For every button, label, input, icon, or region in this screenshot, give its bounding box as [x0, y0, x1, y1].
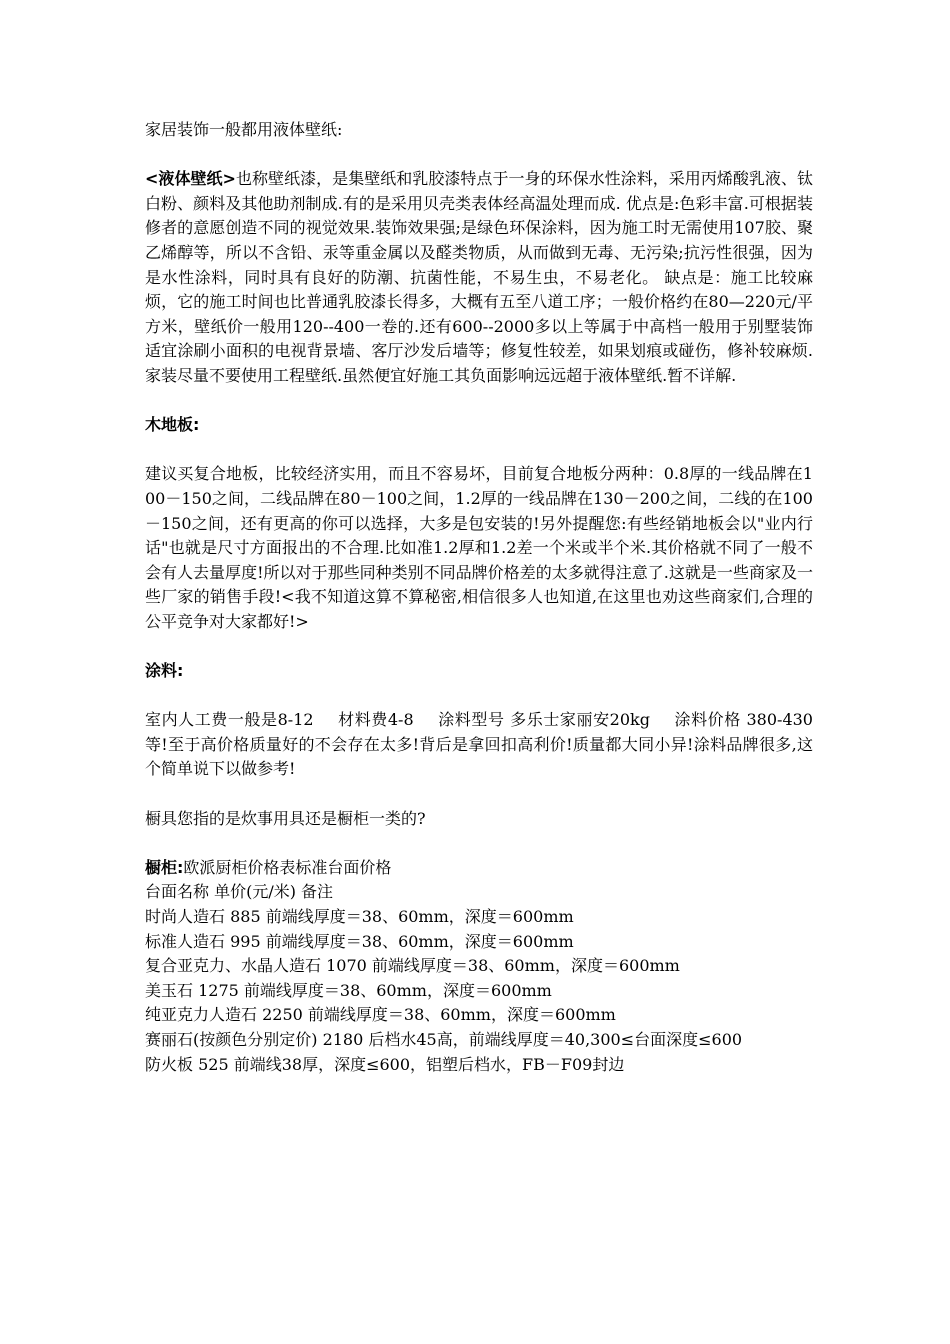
- cabinet-row: 美玉石 1275 前端线厚度＝38、60mm，深度＝600mm: [145, 980, 552, 1000]
- cabinet-row: 赛丽石(按颜色分别定价) 2180 后档水45高，前端线厚度＝40,300≤台面深度≤600: [145, 1029, 743, 1049]
- cabinet-row: 标准人造石 995 前端线厚度＝38、60mm，深度＝600mm: [145, 931, 574, 951]
- question-paragraph: 橱具您指的是炊事用具还是橱柜一类的?: [145, 808, 426, 828]
- document-page: [145, 118, 813, 1077]
- intro-paragraph: 家居装饰一般都用液体壁纸:: [145, 120, 343, 139]
- cabinet-row: 复合亚克力、水晶人造石 1070 前端线厚度＝38、60mm，深度＝600mm: [145, 956, 680, 976]
- cabinet-row: 防火板 525 前端线38厚，深度≤600，铝塑后档水，FB－F09封边: [145, 1054, 625, 1074]
- cabinet-heading: 橱柜:: [145, 857, 184, 877]
- cabinet-subtitle: 欧派厨柜价格表标准台面价格: [183, 857, 392, 877]
- cabinet-row: 纯亚克力人造石 2250 前端线厚度＝38、60mm，深度＝600mm: [145, 1005, 616, 1025]
- paint-heading: [145, 659, 813, 684]
- cabinet-title-line: [145, 856, 813, 881]
- cabinet-table-header: 台面名称 单价(元/米) 备注: [145, 882, 334, 902]
- floor-paragraph: 建议买复合地板，比较经济实用，而且不容易坏，目前复合地板分两种：0.8厚的一线品牌在100－150之间，二线品牌在80－100之间，1.2厚的一线品牌在130－200之间，二线的在100－150之间，还有更高的你可以选择，大多是包安装的!另外提醒您:有些经销地板会以"业内行话"也就是尺寸方面报出的不合理.比如准1.2厚和1.2差一个米或半个米.其价格就不同了一般不会有人去量厚度!所以对于那些同种类别不同品牌价格差的太多就得注意了.这就是一些商家及一些厂家的销售手段!<我不知道这算不算秘密,相信很多人也知道,在这里也劝这些商家们,合理的公平竞争对大家都好!>: [145, 464, 813, 631]
- paint-labor: 室内人工费一般是8-12: [145, 710, 314, 730]
- wallpaper-body: 也称壁纸漆，是集壁纸和乳胶漆特点于一身的环保水性涂料，采用丙烯酸乳液、钛白粉、颜料及其他助剂制成.有的是采用贝壳类表体经高温处理而成. 优点是:色彩丰富.可根据装修者的意愿创造不同的视觉效果.装饰效果强;是绿色环保涂料，因为施工时无需使用107胶、聚乙烯醇等，所以不含铅、汞等重金属以及醛类物质，从而做到无毒、无污染;抗污性很强，因为是水性涂料，同时具有良好的防潮、抗菌性能，不易生虫，不易老化。 缺点是：施工比较麻烦，它的施工时间也比普通乳胶漆长得多，大概有五至八道工序；一般价格约在80—220元/平方米，壁纸价一般用120--400一卷的.还有600--2000多以上等属于中高档一般用于别墅装饰适宜涂刷小面积的电视背景墙、客厅沙发后墙等；修复性较差，如果划痕或碰伤，修补较麻烦.家装尽量不要使用工程壁纸.虽然便宜好施工其负面影响远远超于液体壁纸.暂不详解.: [145, 169, 813, 385]
- paint-heading-text: 涂料:: [145, 661, 184, 681]
- cabinet-section: [145, 856, 813, 1077]
- floor-heading: [145, 413, 813, 438]
- paint-paragraph: [145, 708, 813, 782]
- paint-material: 材料费4-8: [337, 710, 414, 730]
- paint-rest: 涂料价格 380-430等!至于高价格质量好的不会存在太多!背后是拿回扣高利价!质量都大同小异!涂料品牌很多,这个简单说下以做参考!: [145, 710, 813, 779]
- cabinet-row: 时尚人造石 885 前端线厚度＝38、60mm，深度＝600mm: [145, 907, 574, 926]
- wallpaper-heading: <液体壁纸>: [145, 169, 236, 189]
- wallpaper-paragraph: [145, 167, 813, 388]
- paint-model: 涂料型号 多乐士家丽安20kg: [437, 710, 650, 730]
- floor-heading-text: 木地板:: [145, 415, 200, 435]
